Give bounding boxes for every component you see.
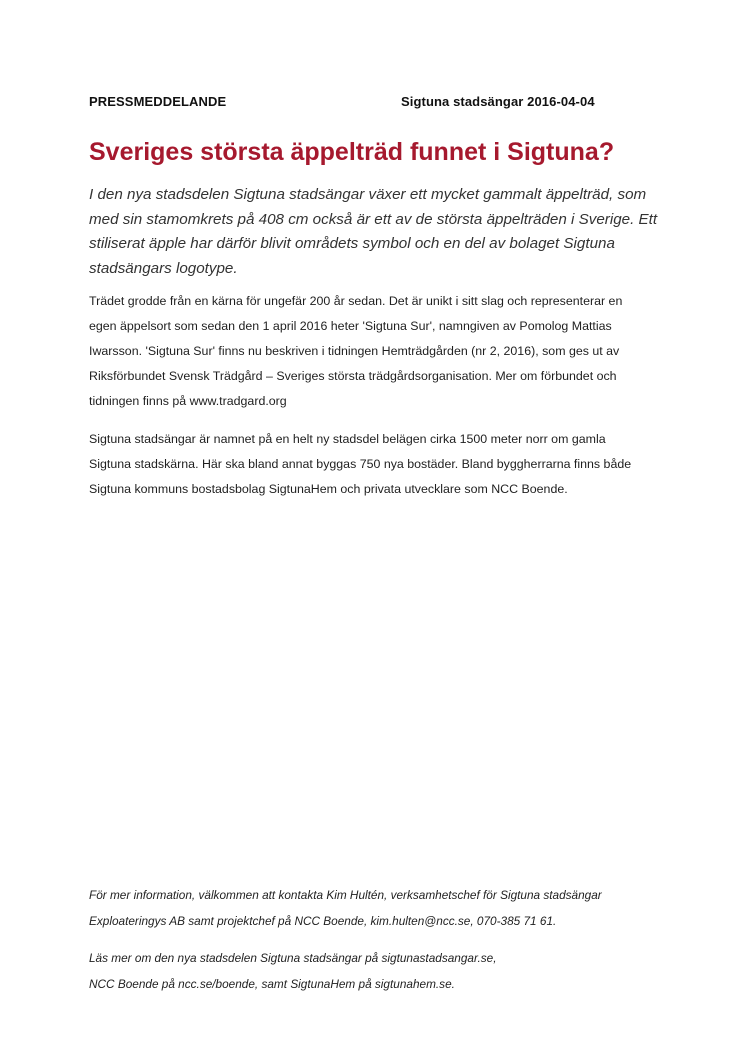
body-line: Sigtuna stadskärna. Här ska bland annat byggas 750 nya bostäder. Bland byggherrarna finns både xyxy=(89,457,632,471)
body-line: Iwarsson. 'Sigtuna Sur' finns nu beskriven i tidningen Hemträdgården (nr 2, 2016), som ges ut av xyxy=(89,344,620,358)
contact-line: Exploateringys AB samt projektchef på NCC Boende, kim.hulten@ncc.se, 070-385 71 61. xyxy=(89,913,557,928)
lead-line: I den nya stadsdelen Sigtuna stadsängar växer ett mycket gammalt äppelträd, som xyxy=(89,186,647,203)
body-line: Riksförbundet Svensk Trädgård – Sveriges största trädgårdsorganisation. Mer om förbundet och xyxy=(89,369,617,383)
body-line: Sigtuna kommuns bostadsbolag SigtunaHem och privata utvecklare som NCC Boende. xyxy=(89,482,568,496)
document-type-label: PRESSMEDDELANDE xyxy=(89,94,227,109)
lead-line: med sin stamomkrets på 408 cm också är ett av de största äppelträden i Sverige. Ett xyxy=(89,210,658,228)
read-more-info xyxy=(89,946,669,997)
read-more-line: Läs mer om den nya stadsdelen Sigtuna stadsängar på sigtunastadsangar.se, xyxy=(89,951,497,965)
read-more-line: NCC Boende på ncc.se/boende, samt SigtunaHem på sigtunahem.se. xyxy=(89,976,455,991)
contact-line: För mer information, välkommen att kontakta Kim Hultén, verksamhetschef för Sigtuna stadsängar xyxy=(89,888,602,902)
contact-info xyxy=(89,883,669,934)
body-paragraph-district xyxy=(89,427,669,502)
lead-line: stadsängars logotype. xyxy=(89,259,238,277)
body-line: Sigtuna stadsängar är namnet på en helt ny stadsdel belägen cirka 1500 meter norr om gamla xyxy=(89,432,606,446)
body-line: tidningen finns på www.tradgard.org xyxy=(89,394,287,408)
article-lead xyxy=(89,183,669,281)
sender-date-label: Sigtuna stadsängar 2016-04-04 xyxy=(401,94,595,109)
body-line: Trädet grodde från en kärna för ungefär 200 år sedan. Det är unikt i sitt slag och representerar en xyxy=(89,294,623,308)
body-paragraph-tree-history xyxy=(89,289,669,414)
lead-line: stiliserat äpple har därför blivit områdets symbol och en del av bolaget Sigtuna xyxy=(89,235,615,252)
body-line: egen äppelsort som sedan den 1 april 2016 heter 'Sigtuna Sur', namngiven av Pomolog Mattias xyxy=(89,319,612,333)
article-title: Sveriges största äppelträd funnet i Sigtuna? xyxy=(89,138,615,166)
